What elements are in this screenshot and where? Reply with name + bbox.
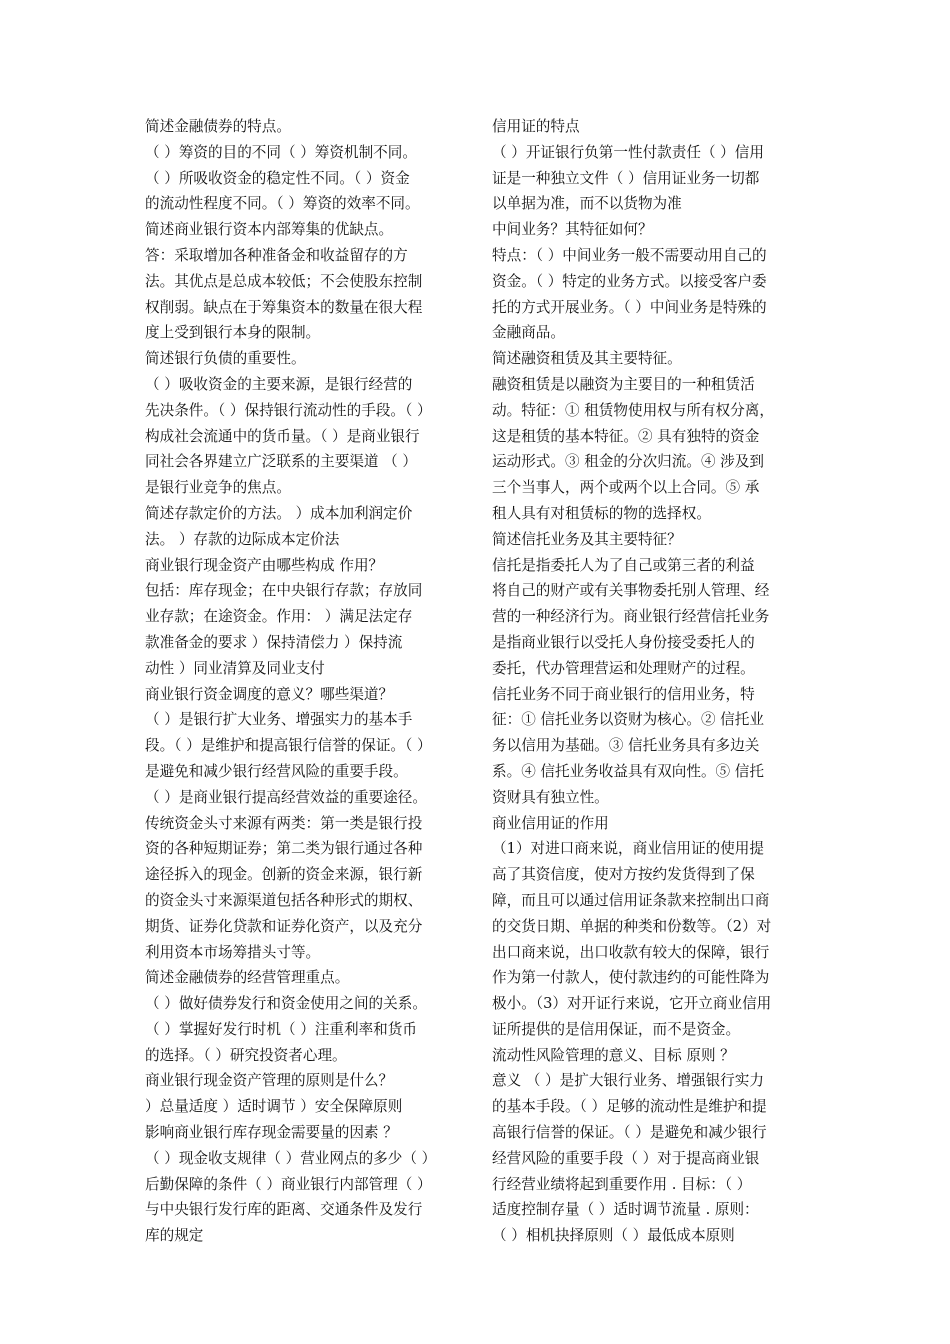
left-column-text-line: 先决条件。（ ）保持银行流动性的手段。（ ） bbox=[145, 401, 432, 419]
left-column-text-line: 简述商业银行资本内部筹集的优缺点。 bbox=[145, 221, 394, 239]
left-column-text-line: 的选择。（ ）研究投资者心理。 bbox=[145, 1046, 347, 1064]
left-column-text-line: 商业银行现金资产由哪些构成 作用？ bbox=[145, 556, 384, 574]
right-column-text-line: 三个当事人，两个或两个以上合同。⑤ 承 bbox=[492, 479, 760, 497]
left-column-text-line: （ ）吸收资金的主要来源，是银行经营的 bbox=[145, 375, 413, 393]
right-column-text-line: 信托业务不同于商业银行的信用业务，特 bbox=[492, 685, 755, 703]
right-column-text-line: 高银行信誉的保证。（ ）是避免和减少银行 bbox=[492, 1124, 767, 1142]
left-column-text-line: 业存款；在途资金。作用： ）满足法定存 bbox=[145, 608, 413, 626]
right-column-text-line: 托的方式开展业务。（ ）中间业务是特殊的 bbox=[492, 298, 767, 316]
right-column-text-line: 资金。（ ）特定的业务方式。以接受客户委 bbox=[492, 272, 767, 290]
left-column-text-line: 包括：库存现金；在中央银行存款；存放同 bbox=[145, 582, 423, 600]
left-column-text-line: （ ）是银行扩大业务、增强实力的基本手 bbox=[145, 711, 413, 729]
right-column-text-line: 营的一种经济行为。商业银行经营信托业务 bbox=[492, 608, 770, 626]
right-column-text-line: 信用证的特点 bbox=[492, 118, 580, 135]
right-column-text-line: 务以信用为基础。③ 信托业务具有多边关 bbox=[492, 737, 760, 755]
right-column-text-line: 适度控制存量（ ）适时调节流量 . 原则： bbox=[492, 1201, 759, 1219]
left-column-text-line: 简述金融债券的特点。 bbox=[145, 118, 291, 135]
right-column-text-line: 简述融资租赁及其主要特征。 bbox=[492, 350, 682, 368]
right-column-text-line: 流动性风险管理的意义、目标 原则 ？ bbox=[492, 1046, 735, 1064]
left-column-text-line: （ ）现金收支规律（ ）营业网点的多少（ ） bbox=[145, 1149, 437, 1167]
right-column-text-line: 出口商来说，出口收款有较大的保障，银行 bbox=[492, 943, 770, 961]
left-column-text-line: 途径拆入的现金。创新的资金来源，银行新 bbox=[145, 866, 423, 884]
right-column-text-line: 经营风险的重要手段（ ）对于提高商业银 bbox=[492, 1149, 760, 1167]
left-column-text-line: 法。 ）存款的边际成本定价法 bbox=[145, 530, 340, 548]
right-column-text-line: 特点：（ ）中间业务一般不需要动用自己的 bbox=[492, 246, 767, 264]
left-column-text-line: 款准备金的要求 ）保持清偿力 ）保持流 bbox=[145, 633, 403, 651]
right-column-text-line: （1）对进口商来说，商业信用证的使用提 bbox=[492, 840, 764, 858]
right-column-text-line: 运动形式。③ 租金的分次归流。④ 涉及到 bbox=[492, 453, 764, 471]
left-column-text-line: 权削弱。缺点在于筹集资本的数量在很大程 bbox=[145, 298, 423, 316]
right-column-text-line: 这是租赁的基本特征。② 具有独特的资金 bbox=[492, 427, 760, 445]
right-column-text-line: 商业信用证的作用 bbox=[492, 814, 609, 832]
left-column-text-line: 简述银行负债的重要性。 bbox=[145, 350, 306, 368]
left-column-text-line: 段。（ ）是维护和提高银行信誉的保证。（ ） bbox=[145, 737, 432, 755]
right-column-text-line: 征：① 信托业务以资财为核心。② 信托业 bbox=[492, 711, 764, 729]
left-column-text-line: 是银行业竞争的焦点。 bbox=[145, 479, 291, 497]
right-column-text-line: 意义 （ ）是扩大银行业务、增强银行实力 bbox=[492, 1072, 764, 1090]
right-column-text-line: 障，而且可以通过信用证条款来控制出口商 bbox=[492, 891, 770, 909]
left-column-text-line: （ ）掌握好发行时机（ ）注重利率和货币 bbox=[145, 1020, 417, 1038]
left-column-text-line: 的资金头寸来源渠道包括各种形式的期权、 bbox=[145, 891, 423, 909]
right-column-text-line: 的交货日期、单据的种类和份数等。（2）对 bbox=[492, 917, 772, 935]
left-column-text-line: 影响商业银行库存现金需要量的因素 ？ bbox=[145, 1124, 398, 1142]
left-column-text-line: 简述金融债券的经营管理重点。 bbox=[145, 969, 350, 987]
left-column-text-line: （ ）所吸收资金的稳定性不同。（ ）资金 bbox=[145, 169, 410, 187]
right-column-text-line: 租人具有对租赁标的物的选择权。 bbox=[492, 504, 711, 522]
left-column-text-line: 商业银行现金资产管理的原则是什么？ bbox=[145, 1072, 394, 1090]
left-column-text-line: 与中央银行发行库的距离、交通条件及发行 bbox=[145, 1201, 423, 1219]
right-column-text-line: 简述信托业务及其主要特征？ bbox=[492, 530, 682, 548]
left-column-text-line: 度上受到银行本身的限制。 bbox=[145, 324, 321, 342]
right-column-text-line: 行经营业绩将起到重要作用 . 目标：（ ） bbox=[492, 1175, 752, 1193]
right-column-text-line: 高了其资信度，使对方按约发货得到了保 bbox=[492, 866, 755, 884]
right-column-text-line: 将自己的财产或有关事物委托别人管理、经 bbox=[492, 582, 770, 600]
left-column-text-line: 库的规定 bbox=[145, 1227, 204, 1245]
right-column-text-line: 作为第一付款人，使付款违约的可能性降为 bbox=[492, 969, 770, 987]
left-column bbox=[145, 114, 463, 1249]
left-column-text-line: 同社会各界建立广泛联系的主要渠道 （ ） bbox=[145, 453, 417, 471]
left-column-text-line: ）总量适度 ）适时调节 ）安全保障原则 bbox=[145, 1098, 403, 1116]
left-column-text-line: 的流动性程度不同。（ ）筹资的效率不同。 bbox=[145, 195, 420, 213]
right-column-text-line: 资财具有独立性。 bbox=[492, 788, 609, 806]
right-column-text-line: 融资租赁是以融资为主要目的一种租赁活 bbox=[492, 375, 755, 393]
right-column-text-line: 极小。（3）对开证行来说，它开立商业信用 bbox=[492, 995, 772, 1013]
right-column bbox=[492, 114, 810, 1249]
left-column-text-line: 答：采取增加各种准备金和收益留存的方 bbox=[145, 246, 408, 264]
left-column-text-line: 资的各种短期证券；第二类为银行通过各种 bbox=[145, 840, 423, 858]
right-column-text-line: （ ）相机抉择原则（ ）最低成本原则 bbox=[492, 1227, 735, 1245]
left-column-text-line: 期货、证券化贷款和证券化资产，以及充分 bbox=[145, 917, 423, 935]
left-column-text-line: 动性 ）同业清算及同业支付 bbox=[145, 659, 325, 677]
right-column-text-line: 委托，代办管理营运和处理财产的过程。 bbox=[492, 659, 755, 677]
right-column-text-line: 中间业务？其特征如何？ bbox=[492, 221, 653, 239]
left-column-text-line: 法。其优点是总成本较低；不会使股东控制 bbox=[145, 272, 423, 290]
left-column-text-line: （ ）是商业银行提高经营效益的重要途径。 bbox=[145, 788, 427, 806]
left-column-text-line: 是避免和减少银行经营风险的重要手段。 bbox=[145, 762, 408, 780]
left-column-text-line: 利用资本市场筹措头寸等。 bbox=[145, 943, 321, 961]
right-column-text-line: 证所提供的是信用保证，而不是资金。 bbox=[492, 1020, 741, 1038]
left-column-text-line: （ ）筹资的目的不同（ ）筹资机制不同。 bbox=[145, 143, 417, 161]
right-column-text-line: 系。④ 信托业务收益具有双向性。⑤ 信托 bbox=[492, 762, 764, 780]
left-column-text-line: 构成社会流通中的货币量。（ ）是商业银行 bbox=[145, 427, 420, 445]
left-column-text-line: 传统资金头寸来源有两类：第一类是银行投 bbox=[145, 814, 423, 832]
left-column-text-line: 简述存款定价的方法。 ）成本加利润定价 bbox=[145, 504, 413, 522]
right-column-text-line: 金融商品。 bbox=[492, 324, 565, 342]
right-column-text-line: 证是一种独立文件（ ）信用证业务一切都 bbox=[492, 169, 760, 187]
right-column-text-line: 信托是指委托人为了自己或第三者的利益 bbox=[492, 556, 755, 574]
left-column-text-line: 商业银行资金调度的意义？哪些渠道？ bbox=[145, 685, 394, 703]
right-column-text-line: （ ）开证银行负第一性付款责任（ ）信用 bbox=[492, 143, 764, 161]
left-column-text-line: 后勤保障的条件（ ）商业银行内部管理（ ） bbox=[145, 1175, 432, 1193]
right-column-text-line: 动。特征：① 租赁物使用权与所有权分离， bbox=[492, 401, 774, 419]
left-column-text-line: （ ）做好债券发行和资金使用之间的关系。 bbox=[145, 995, 427, 1013]
right-column-text-line: 是指商业银行以受托人身份接受委托人的 bbox=[492, 633, 755, 651]
right-column-text-line: 以单据为准，而不以货物为准 bbox=[492, 195, 682, 213]
right-column-text-line: 的基本手段。（ ）足够的流动性是维护和提 bbox=[492, 1098, 767, 1116]
